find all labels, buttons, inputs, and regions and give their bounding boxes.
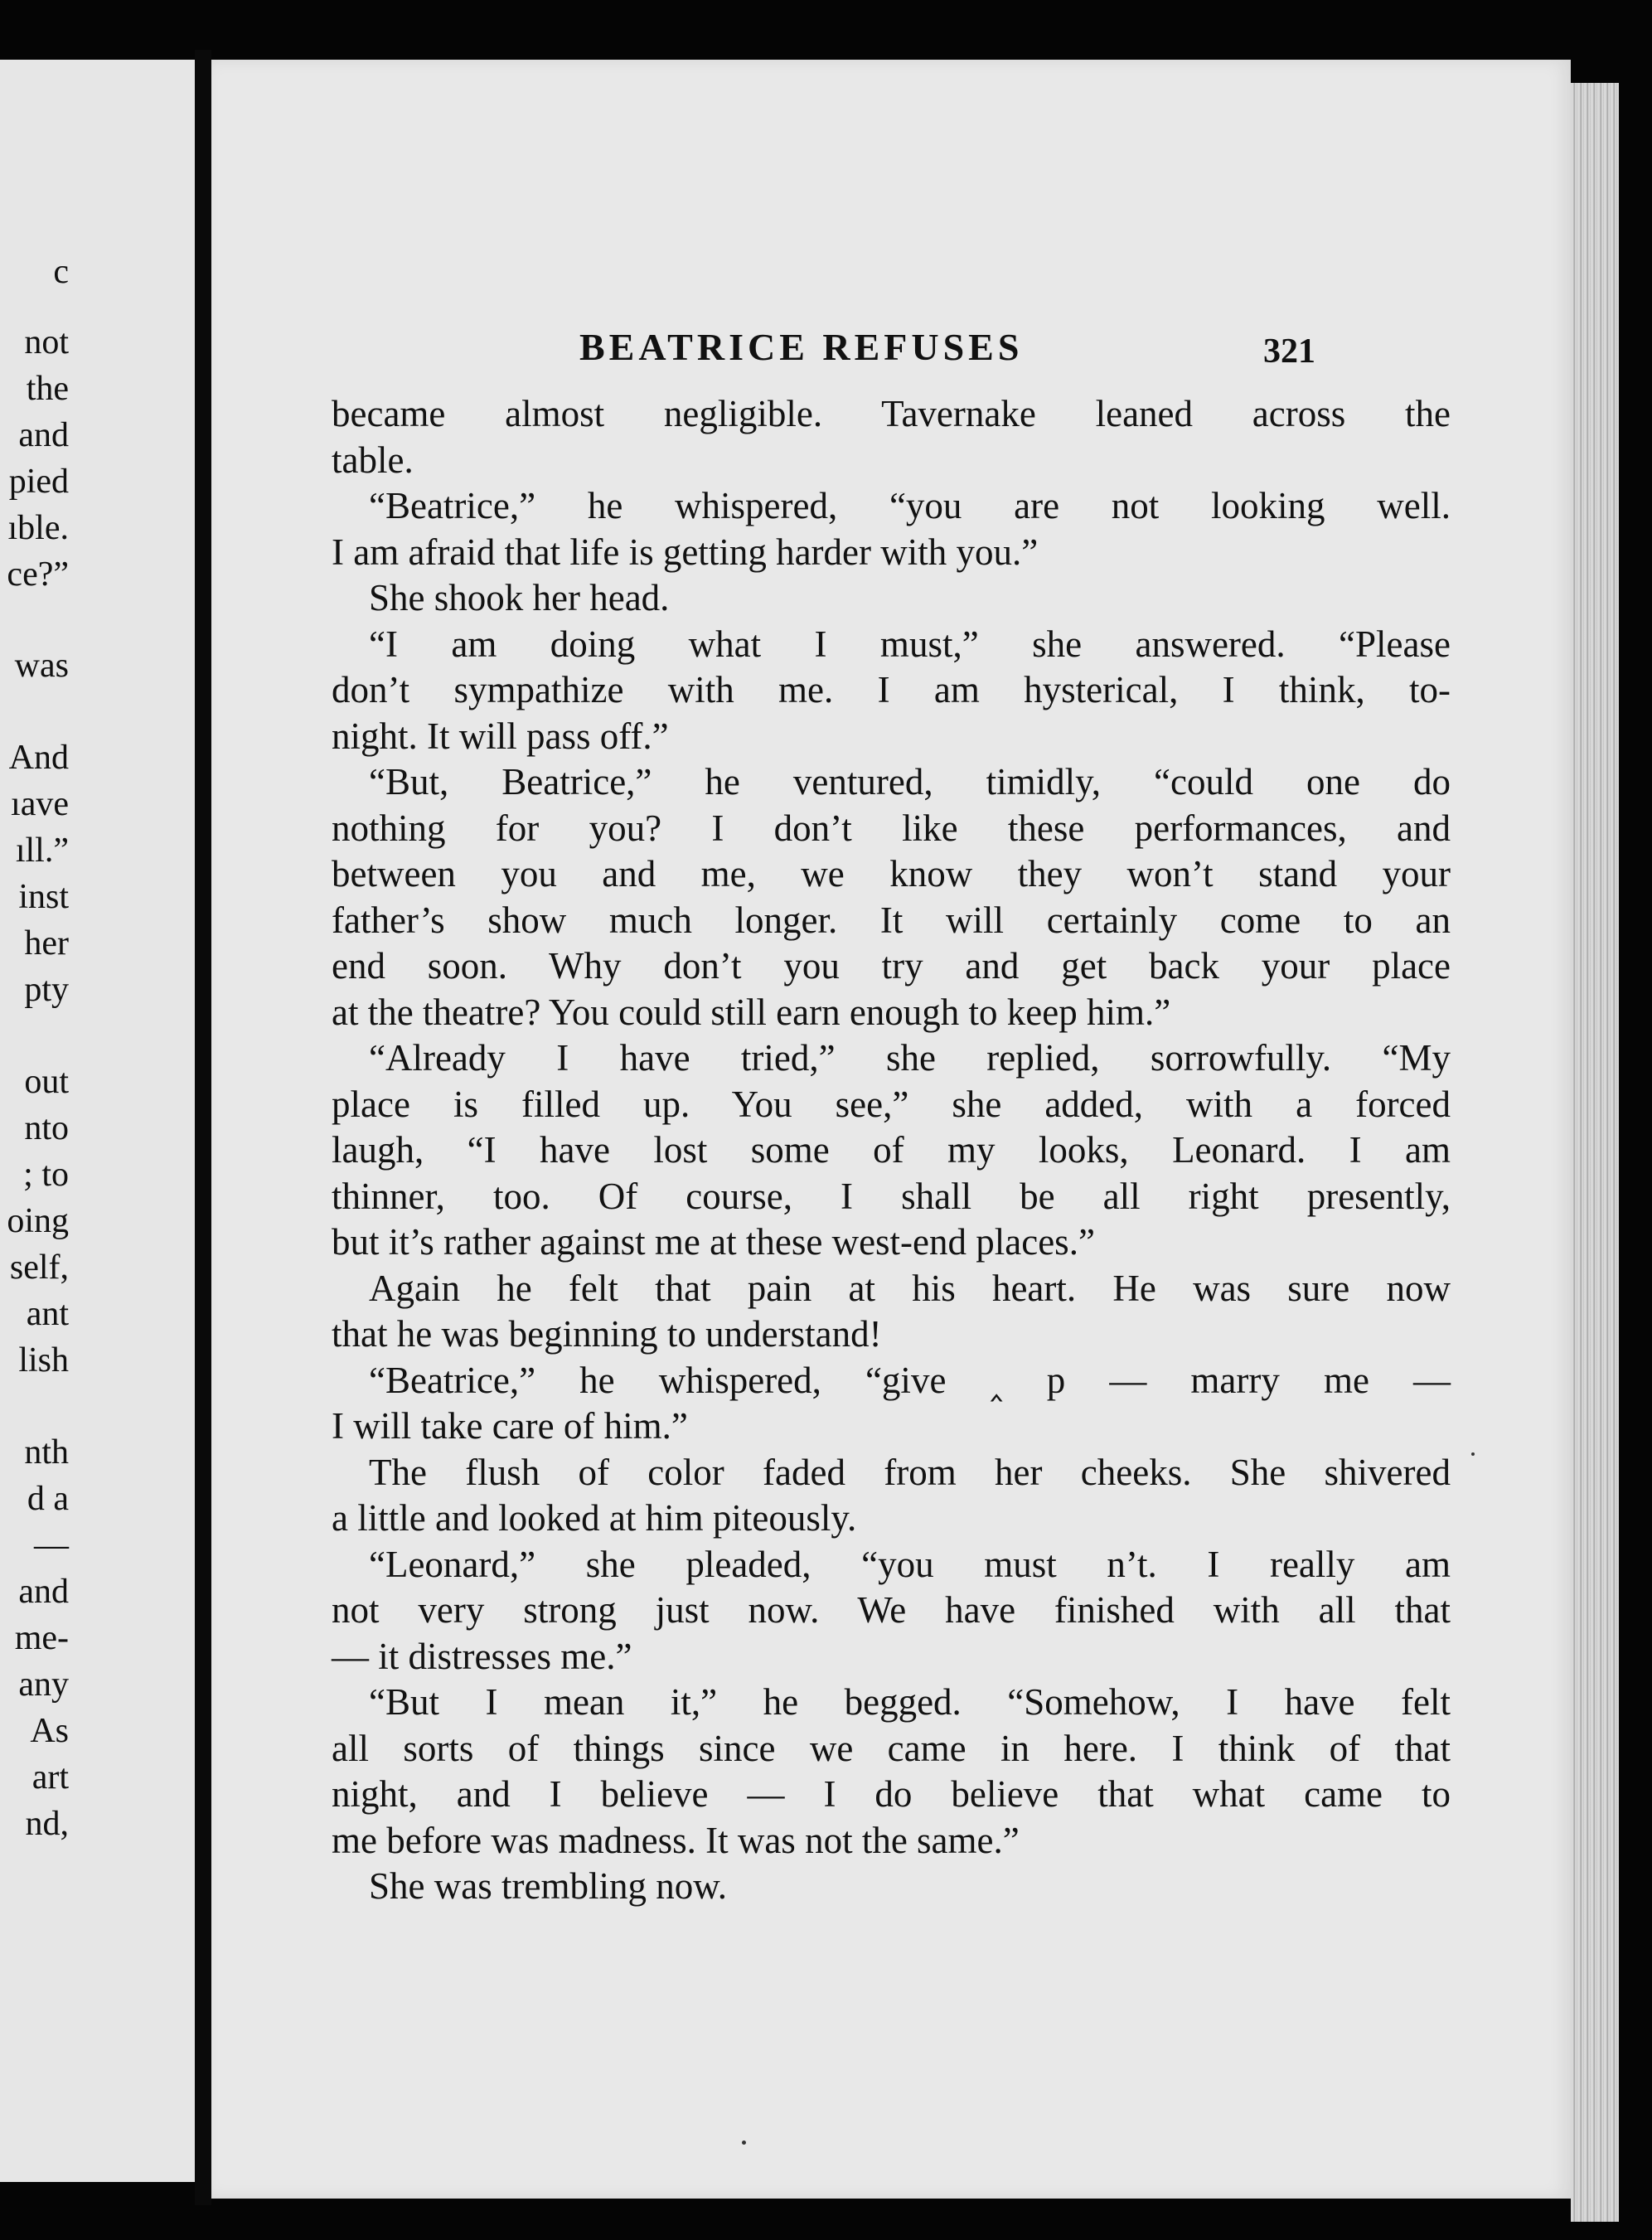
page-number: 321 <box>1263 332 1315 371</box>
text-line: father’s show much longer. It will certainly come to an <box>332 899 1451 941</box>
text-line: “But I mean it,” he begged. “Somehow, I have felt <box>369 1681 1451 1723</box>
text-line: became almost negligible. Tavernake leaned across the <box>332 393 1451 434</box>
text-line: “Beatrice,” he whispered, “give ‸ p — marry me — <box>369 1359 1451 1401</box>
left-page-fragment: And <box>8 739 69 777</box>
left-page-fragment: and <box>18 1573 69 1611</box>
left-page-fragment: ıave <box>11 785 69 823</box>
text-line: between you and me, we know they won’t stand your <box>332 853 1451 895</box>
print-speck <box>742 2141 746 2145</box>
left-page-fragment: her <box>24 924 69 962</box>
text-line: She shook her head. <box>369 577 670 618</box>
text-line: “I am doing what I must,” she answered. “Please <box>369 623 1451 665</box>
left-page-fragment: ant <box>26 1295 69 1333</box>
left-facing-page <box>0 60 196 2182</box>
text-line: that he was beginning to understand! <box>332 1313 882 1355</box>
text-line: Again he felt that pain at his heart. He was sure now <box>369 1267 1451 1309</box>
text-line: — it distresses me.” <box>332 1635 632 1677</box>
left-page-fragment: inst <box>18 878 69 916</box>
left-page-fragment: was <box>14 647 69 685</box>
left-page-fragment: pied <box>8 463 69 501</box>
running-head <box>211 325 1571 375</box>
text-line: “Leonard,” she pleaded, “you must n’t. I really am <box>369 1543 1451 1585</box>
text-line: at the theatre? You could still earn enough to keep him.” <box>332 991 1171 1033</box>
left-page-fragment: me- <box>14 1619 69 1657</box>
left-page-fragment: nth <box>24 1433 69 1472</box>
text-line: laugh, “I have lost some of my looks, Leonard. I am <box>332 1129 1451 1171</box>
left-page-fragment: d a <box>27 1480 69 1518</box>
book-page <box>211 60 1571 2199</box>
left-page-fragment: art <box>31 1758 69 1796</box>
left-page-fragment: ; to <box>23 1156 69 1194</box>
text-line: all sorts of things since we came in here. I think of that <box>332 1727 1451 1769</box>
text-line: end soon. Why don’t you try and get back your place <box>332 945 1451 987</box>
left-page-fragment: pty <box>24 971 69 1009</box>
left-page-fragment: self, <box>9 1248 69 1287</box>
text-line: “Already I have tried,” she replied, sorrowfully. “My <box>369 1037 1451 1079</box>
left-page-fragment: not <box>24 323 69 361</box>
text-line: but it’s rather against me at these west-end places.” <box>332 1221 1095 1263</box>
left-page-fragment: ce?” <box>7 555 69 594</box>
body-text <box>332 391 1451 1910</box>
book-gutter <box>195 50 211 2205</box>
text-line: The flush of color faded from her cheeks. She shivered <box>369 1451 1451 1493</box>
left-page-fragment: any <box>18 1665 69 1704</box>
text-line: don’t sympathize with me. I am hysterical, I think, to- <box>332 669 1451 710</box>
left-page-fragment: As <box>30 1712 69 1750</box>
text-line: “Beatrice,” he whispered, “you are not looking well. <box>369 485 1451 526</box>
text-line: I will take care of him.” <box>332 1405 688 1447</box>
left-page-fragment: — <box>34 1526 69 1564</box>
text-line: thinner, too. Of course, I shall be all right presently, <box>332 1175 1451 1217</box>
left-page-fragments <box>0 60 195 2182</box>
left-page-fragment: c <box>53 253 69 291</box>
left-page-fragment: nd, <box>25 1805 69 1843</box>
text-line: night. It will pass off.” <box>332 715 669 757</box>
left-page-fragment: lish <box>18 1341 69 1379</box>
running-title: BEATRICE REFUSES <box>579 326 1024 368</box>
left-page-fragment: ıll.” <box>15 832 69 870</box>
left-page-fragment: nto <box>24 1109 69 1147</box>
left-page-fragment: the <box>26 370 69 408</box>
text-line: place is filled up. You see,” she added, with a forced <box>332 1083 1451 1125</box>
page-edges <box>1571 83 1619 2222</box>
text-line: night, and I believe — I do believe that what came to <box>332 1773 1451 1815</box>
left-page-fragment: out <box>24 1063 69 1101</box>
text-line: a little and looked at him piteously. <box>332 1497 857 1539</box>
print-speck <box>1471 1452 1475 1456</box>
text-line: table. <box>332 439 414 481</box>
text-line: me before was madness. It was not the same.” <box>332 1819 1020 1861</box>
left-page-fragment: ıble. <box>7 509 69 547</box>
text-line: nothing for you? I don’t like these performances, and <box>332 807 1451 849</box>
text-line: I am afraid that life is getting harder with you.” <box>332 531 1039 573</box>
text-line: not very strong just now. We have finished with all that <box>332 1589 1451 1631</box>
text-line: She was trembling now. <box>369 1865 728 1907</box>
left-page-fragment: oing <box>7 1202 69 1240</box>
text-line: “But, Beatrice,” he ventured, timidly, “could one do <box>369 761 1451 802</box>
left-page-fragment: and <box>18 416 69 454</box>
